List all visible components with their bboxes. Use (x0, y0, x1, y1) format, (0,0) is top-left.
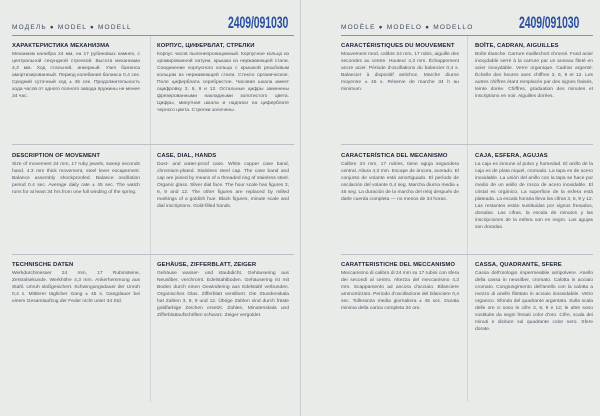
de-movement-text: Werkdurchmesser 24 mm, 17 Rubinsteine, Zentralsekunde. Werkhöhe 4,3 mm. Ankerhemmung aus Stahl. Unruh stoßgesichert. Schwingungsdauer der Unruh 0,4 s. Mittlerer täglicher Gang ± 45 s. Gangdauer bei einem Gesamtaufzug der Feder nicht unter 34 Std. (12, 271, 140, 305)
en-case-section (157, 153, 289, 211)
fr-movement-title: CARACTÉRISTIQUES DU MOUVEMENT (341, 43, 455, 49)
es-movement-title: CARACTERÍSTICA DEL MECANISMO (341, 153, 448, 159)
it-movement-title: CARATTERISTICHE DEL MECCANISMO (341, 262, 456, 268)
en-movement-text: Size of movement 24 mm, 17 ruby jewels, sweep seconds hand. 4.3 mm thick movement, steel lever escapement. Balance assembly shockproofed. Balance oscillation period 0.4 sec. Average daily rate ± 45 sec. The watch runs for at least 34 hrs from one full winding of the spring. (12, 162, 140, 196)
ru-case-text: Корпус часов пыленепроницаемый. Корпусное кольцо из хромированной латуни, крышка из нержавеющей стали. Соединение корпусного кольца с крышкой резьбовым кольцом из нержавеющей стали. Стекло органическое. Поле циферблата серебристое. Часовая шкала имеет оцифровку 3, 6, 9 и 12. Остальные цифры заменены фрезерованными накладными золотистого цвета. Цифры, минутная шкала и надписи на циферблате черного цвета. Стрелки золочены. (157, 52, 289, 113)
de-case-section (157, 262, 289, 320)
de-movement-title: TECHNISCHE DATEN (12, 262, 74, 268)
right-row-divider-1 (341, 144, 593, 145)
ru-case-title: КОРПУС, ЦИФЕРБЛАТ, СТРЕЛКИ (157, 43, 255, 49)
de-case-text: Gehäuse wasser- und staubdicht. Gehäusering aus Neusilber, verchromt. Edelstahlboden. Gehäusering ist mit Boden durch einen Gewindering aus Edelstahl verbunden. Organisches Glas. Zifferblatt versilbert. Die Stundenskala hat Zahlen 3, 6, 9 und 12. Übrige Zahlen sind durch fräste goldfarbige Zeichen ersetzt. Zahlen, Minutenskala und Zifferblattaufschriften schwarz. Zeiger vergoldet. (157, 271, 289, 319)
es-movement-text: Calibre 24 mm, 17 rubíes, tiene aguja segundera central. Altura 4,3 mm. Escape de áncora, acerado. El conjunto de volante está amortiguado. El período de oscilación del volante 0,4 seg. Marcha diurna media ± 45 seg. La duración de la marcha del reloj después de darle cuerda completa — no menos de 34 horas. (341, 162, 459, 203)
left-row-divider-1 (12, 144, 294, 145)
ru-movement-title: ХАРАКТЕРИСТИКА МЕХАНИЗМА (12, 43, 110, 49)
es-case-title: CAJA, ESFERA, AGUJAS (475, 153, 548, 159)
it-movement-section (341, 262, 459, 313)
en-movement-section (12, 153, 140, 197)
ru-movement-text: Механизм калибра 24 мм, на 17 рубиновых камнях, с центральной секундной стрелкой. Высота механизма 4,3 мм. Ход стальной, анкерный. Узел баланса амортизированный. Период колебания баланса 0,4 сек. Средний суточный ход ± 45 сек. Продолжительность хода часов от одного полного завода пружины не менее 34 час. (12, 52, 140, 100)
ru-case-section (157, 43, 289, 115)
en-case-title: CASE, DIAL, HANDS (157, 153, 217, 159)
en-case-text: Dust- and water-proof case. White copper case band, chromium-plated. Stainless steel cap. The case band and cap are joined by means of a threaded ring of stainless steel. Organic glass. Silver dial face. The hour scale has figures 3, 6, 9 and 12. The other figures are replaced by milled markings of a goldish hue. Black figures, minute scale and dial inscriptions. Gold-filled hands. (157, 162, 289, 210)
right-row-divider-2 (341, 254, 593, 255)
right-model-number: 2409/091030 (519, 13, 580, 32)
left-model-number: 2409/091030 (228, 13, 289, 32)
left-row-divider-2 (12, 254, 294, 255)
es-movement-section (341, 153, 459, 204)
es-case-section (475, 153, 593, 232)
right-page (300, 0, 600, 416)
left-column-divider (150, 36, 151, 402)
de-case-title: GEHÄUSE, ZIFFERBLATT, ZEIGER (157, 262, 257, 268)
it-case-section (475, 262, 593, 334)
de-movement-section (12, 262, 140, 306)
left-models-label: МОДЕЛЬ ● MODEL ● MODELL (12, 24, 132, 31)
right-models-label: MODÈLE ● MODELO ● MODELLO (341, 24, 474, 31)
fr-movement-section (341, 43, 459, 94)
es-case-text: La caja es inmune al polvo y humedad. El anillo de la caja es de plata niquel, cromado. La tapa es de acero inoxidable. La unión del anillo con la tapa se hace por medio de un anillo de rosca de acero inoxidable. El cristal es orgánico. La superficie de la esfera está plateada. La escala horaria lleva las cifras 3, 6, 9 y 12. Las restantes están sustituidas por signos fresados, doradas. Las cifras, la escala de minutos y las inscripciones de la esfera van en negro. Las agujas son doradas. (475, 162, 593, 230)
it-case-title: CASSA, QUADRANTE, SFERE (475, 262, 562, 268)
en-movement-title: DESCRIPTION OF MOVEMENT (12, 153, 101, 159)
fr-case-title: BOÎTE, CADRAN, AIGUILLES (475, 43, 559, 49)
ru-movement-section (12, 43, 140, 101)
right-column-divider (467, 36, 468, 402)
left-header-rule (12, 35, 294, 36)
it-case-text: Cassa dell'orologio impermeabile antipolvere. Anello della cassa in neusilber, cromato. Calotta in acciaio cromato. Congiungimento dell'anello con la calotta a mezzo di anello filettato in acciaio inossidabile. Vetro organico. Sfondo del quadrante argentato. Sulla scala delle ore ci sono le cifre 3, 6, 9 e 12; le altre sono sostituite da segni fresati color d'oro. Cifre, scala dei minuti e diciture sul quadrante color nero. Sfere dorate. (475, 271, 593, 332)
fr-case-text: Boîte étanche. Carrure maillechort chromé. Fond acier inoxydable serré à la carrure par un anneau fileté en acier inoxydable. Verre organique. Cadran argenté. Échelle des heures avec chiffres 3, 6, 9 et 12. Les autres chiffres étant remplacés par des signes fraisés, teinte dorée. Chiffres, graduation des minutes et inscriptions en noir. Aiguilles dorées. (475, 52, 593, 100)
it-movement-text: Meccanismo di calibro di 24 mm su 17 rubini con sfera dei secondi al centro. Altezza del meccanismo 4,3 mm. Scappamento ad ancora d'acciaio. Bilanciere ammortizzato. Periodo d'oscillazione del bilanciere 0,4 sec. Tolleranza media giornaliera ± 45 sec. Durata minima della carica completa 34 ore. (341, 271, 459, 312)
fr-case-section (475, 43, 593, 101)
fr-movement-text: Mouvement rond, calibre 24 mm, 17 rubis, aiguille des secondes au centre. Hauteur 4,3 mm. Échappement ancre acier. Période d'oscillations du balancier 0,4 s. Balancier à dispositif antichoc. Marche diurne moyenne ± 45 s. Réserve de marche 34 h au minimum. (341, 52, 459, 93)
